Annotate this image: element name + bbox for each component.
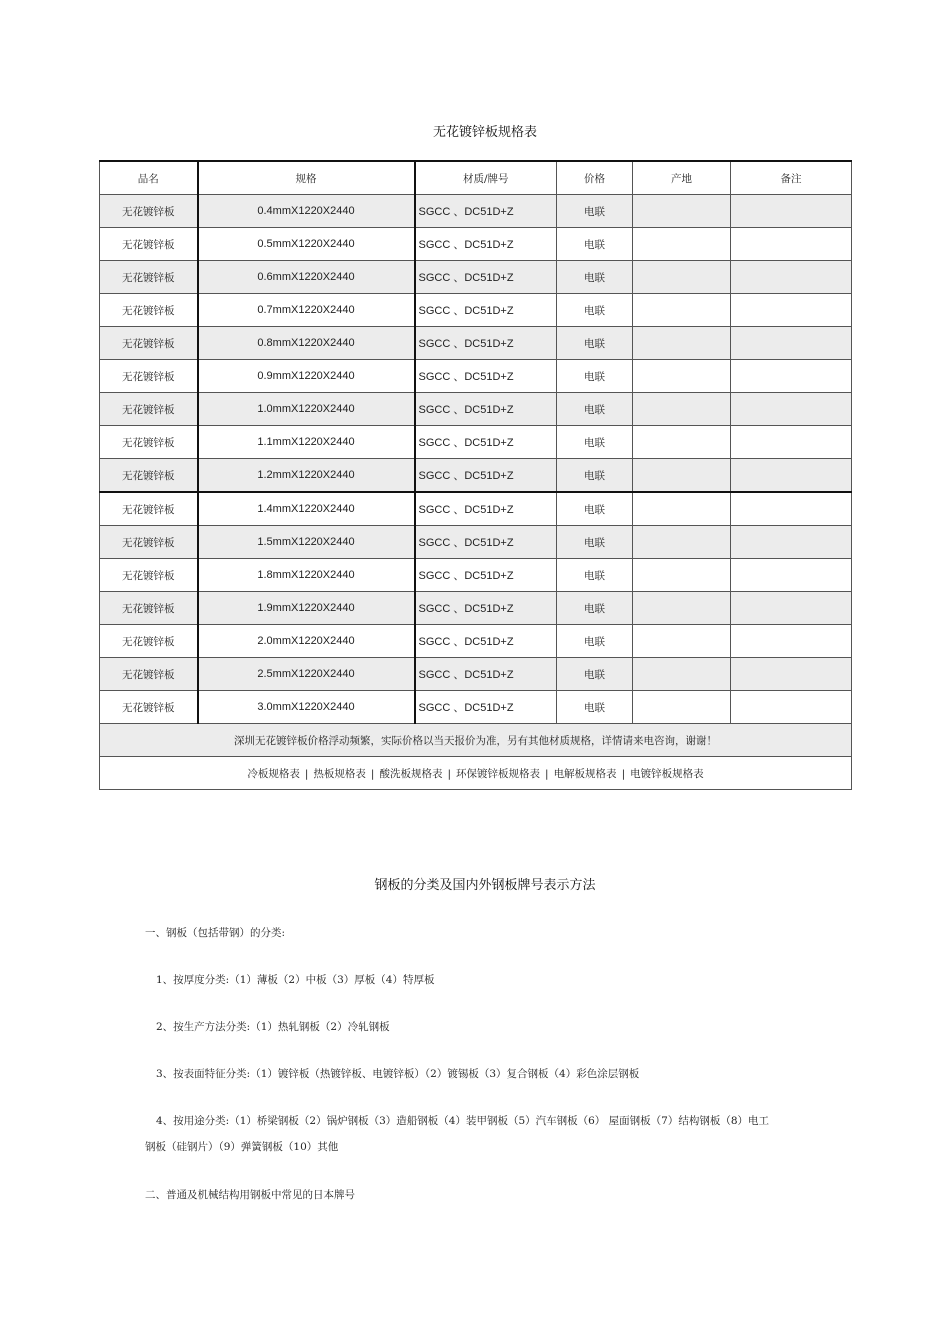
paragraph-classification: 一、钢板（包括带钢）的分类:: [145, 927, 286, 939]
related-link[interactable]: 酸洗板规格表: [379, 767, 443, 780]
cell-origin: [633, 658, 731, 691]
header-price: 价格: [557, 161, 633, 195]
section-title: 钢板的分类及国内外钢板牌号表示方法: [374, 878, 596, 893]
cell-remark: [731, 327, 852, 360]
cell-material: SGCC 、DC51D+Z: [415, 195, 557, 228]
cell-price: 电联: [557, 360, 633, 393]
cell-spec: 1.9mmX1220X2440: [198, 592, 415, 625]
cell-product-name: 无花镀锌板: [100, 559, 198, 592]
cell-origin: [633, 625, 731, 658]
cell-origin: [633, 559, 731, 592]
cell-material: SGCC 、DC51D+Z: [415, 426, 557, 459]
link-separator: |: [370, 767, 375, 780]
cell-material: SGCC 、DC51D+Z: [415, 559, 557, 592]
cell-material: SGCC 、DC51D+Z: [415, 691, 557, 724]
cell-price: 电联: [557, 625, 633, 658]
header-remark: 备注: [731, 161, 852, 195]
cell-remark: [731, 559, 852, 592]
table-row: [100, 261, 852, 294]
cell-remark: [731, 691, 852, 724]
related-link[interactable]: 热板规格表: [313, 767, 366, 780]
cell-price: 电联: [557, 426, 633, 459]
cell-price: 电联: [557, 592, 633, 625]
cell-remark: [731, 360, 852, 393]
cell-product-name: 无花镀锌板: [100, 195, 198, 228]
cell-product-name: 无花镀锌板: [100, 261, 198, 294]
paragraph-by-thickness: 1、按厚度分类:（1）薄板（2）中板（3）厚板（4）特厚板: [156, 974, 435, 986]
table-row: [100, 393, 852, 426]
cell-origin: [633, 261, 731, 294]
cell-material: SGCC 、DC51D+Z: [415, 360, 557, 393]
cell-origin: [633, 360, 731, 393]
page-title: 无花镀锌板规格表: [432, 125, 537, 140]
cell-remark: [731, 658, 852, 691]
related-links: [100, 757, 852, 790]
cell-spec: 1.2mmX1220X2440: [198, 459, 415, 493]
cell-price: 电联: [557, 195, 633, 228]
price-note: 深圳无花镀锌板价格浮动频繁，实际价格以当天报价为准，另有其他材质规格，详情请来电咨询，谢谢！: [100, 724, 852, 757]
table-row: [100, 459, 852, 493]
cell-origin: [633, 228, 731, 261]
cell-material: SGCC 、DC51D+Z: [415, 261, 557, 294]
cell-remark: [731, 261, 852, 294]
cell-spec: 1.5mmX1220X2440: [198, 526, 415, 559]
cell-spec: 2.5mmX1220X2440: [198, 658, 415, 691]
related-link[interactable]: 电解板规格表: [553, 767, 617, 780]
cell-product-name: 无花镀锌板: [100, 426, 198, 459]
cell-remark: [731, 228, 852, 261]
cell-spec: 0.6mmX1220X2440: [198, 261, 415, 294]
cell-product-name: 无花镀锌板: [100, 691, 198, 724]
cell-remark: [731, 426, 852, 459]
cell-product-name: 无花镀锌板: [100, 492, 198, 526]
paragraph-by-surface: 3、按表面特征分类:（1）镀锌板（热镀锌板、电镀锌板）（2）镀锡板（3）复合钢板（4）彩色涂层钢板: [156, 1068, 640, 1080]
related-link[interactable]: 冷板规格表: [247, 767, 300, 780]
cell-product-name: 无花镀锌板: [100, 360, 198, 393]
link-separator: |: [304, 767, 309, 780]
cell-material: SGCC 、DC51D+Z: [415, 393, 557, 426]
table-row: [100, 195, 852, 228]
cell-material: SGCC 、DC51D+Z: [415, 459, 557, 493]
cell-product-name: 无花镀锌板: [100, 327, 198, 360]
paragraph-by-use-cont: 钢板（硅钢片）（9）弹簧钢板（10）其他: [145, 1141, 339, 1153]
cell-remark: [731, 459, 852, 493]
cell-price: 电联: [557, 691, 633, 724]
cell-origin: [633, 195, 731, 228]
cell-remark: [731, 526, 852, 559]
related-link[interactable]: 电镀锌板规格表: [630, 767, 704, 780]
table-row: [100, 559, 852, 592]
cell-spec: 1.4mmX1220X2440: [198, 492, 415, 526]
cell-spec: 0.4mmX1220X2440: [198, 195, 415, 228]
table-row: [100, 426, 852, 459]
cell-product-name: 无花镀锌板: [100, 294, 198, 327]
cell-spec: 1.1mmX1220X2440: [198, 426, 415, 459]
link-separator: |: [621, 767, 626, 780]
table-row: [100, 294, 852, 327]
cell-remark: [731, 195, 852, 228]
header-name: 品名: [100, 161, 198, 195]
cell-origin: [633, 526, 731, 559]
cell-material: SGCC 、DC51D+Z: [415, 658, 557, 691]
link-separator: |: [545, 767, 549, 780]
cell-product-name: 无花镀锌板: [100, 393, 198, 426]
cell-spec: 2.0mmX1220X2440: [198, 625, 415, 658]
cell-origin: [633, 492, 731, 526]
cell-price: 电联: [557, 526, 633, 559]
cell-product-name: 无花镀锌板: [100, 625, 198, 658]
cell-spec: 1.0mmX1220X2440: [198, 393, 415, 426]
cell-remark: [731, 625, 852, 658]
header-material: 材质/牌号: [415, 161, 557, 195]
cell-material: SGCC 、DC51D+Z: [415, 228, 557, 261]
paragraph-by-use: 4、按用途分类:（1）桥梁钢板（2）锅炉钢板（3）造船钢板（4）装甲钢板（5）汽车钢板（6） 屋面钢板（7）结构钢板（8）电工: [156, 1115, 769, 1127]
cell-origin: [633, 459, 731, 493]
table-row: [100, 658, 852, 691]
cell-price: 电联: [557, 559, 633, 592]
cell-product-name: 无花镀锌板: [100, 459, 198, 493]
cell-price: 电联: [557, 327, 633, 360]
cell-origin: [633, 393, 731, 426]
cell-material: SGCC 、DC51D+Z: [415, 327, 557, 360]
cell-price: 电联: [557, 393, 633, 426]
table-row: [100, 625, 852, 658]
cell-product-name: 无花镀锌板: [100, 658, 198, 691]
cell-origin: [633, 691, 731, 724]
table-body: [100, 195, 852, 724]
link-separator: |: [447, 767, 452, 780]
cell-spec: 3.0mmX1220X2440: [198, 691, 415, 724]
cell-remark: [731, 393, 852, 426]
header-spec: 规格: [198, 161, 415, 195]
cell-spec: 0.9mmX1220X2440: [198, 360, 415, 393]
table-row: [100, 228, 852, 261]
header-origin: 产地: [633, 161, 731, 195]
cell-remark: [731, 592, 852, 625]
cell-product-name: 无花镀锌板: [100, 526, 198, 559]
related-link[interactable]: 环保镀锌板规格表: [456, 767, 541, 780]
cell-origin: [633, 426, 731, 459]
table-row: [100, 526, 852, 559]
cell-product-name: 无花镀锌板: [100, 228, 198, 261]
paragraph-japanese-grades: 二、普通及机械结构用钢板中常见的日本牌号: [145, 1189, 355, 1201]
table-row: [100, 327, 852, 360]
links-row: [100, 757, 852, 790]
cell-material: SGCC 、DC51D+Z: [415, 526, 557, 559]
cell-price: 电联: [557, 294, 633, 327]
cell-price: 电联: [557, 261, 633, 294]
cell-spec: 0.7mmX1220X2440: [198, 294, 415, 327]
table-header-row: [100, 161, 852, 195]
cell-spec: 0.8mmX1220X2440: [198, 327, 415, 360]
cell-price: 电联: [557, 459, 633, 493]
cell-price: 电联: [557, 658, 633, 691]
paragraph-by-production: 2、按生产方法分类:（1）热轧钢板（2）冷轧钢板: [156, 1021, 390, 1033]
table-row: [100, 592, 852, 625]
cell-price: 电联: [557, 492, 633, 526]
cell-origin: [633, 327, 731, 360]
cell-remark: [731, 294, 852, 327]
spec-table: [99, 160, 852, 790]
cell-origin: [633, 592, 731, 625]
cell-price: 电联: [557, 228, 633, 261]
table-row: [100, 492, 852, 526]
cell-material: SGCC 、DC51D+Z: [415, 592, 557, 625]
cell-remark: [731, 492, 852, 526]
table-row: [100, 360, 852, 393]
cell-material: SGCC 、DC51D+Z: [415, 625, 557, 658]
cell-spec: 0.5mmX1220X2440: [198, 228, 415, 261]
cell-material: SGCC 、DC51D+Z: [415, 294, 557, 327]
cell-spec: 1.8mmX1220X2440: [198, 559, 415, 592]
note-row: [100, 724, 852, 757]
cell-product-name: 无花镀锌板: [100, 592, 198, 625]
cell-material: SGCC 、DC51D+Z: [415, 492, 557, 526]
table-row: [100, 691, 852, 724]
cell-origin: [633, 294, 731, 327]
